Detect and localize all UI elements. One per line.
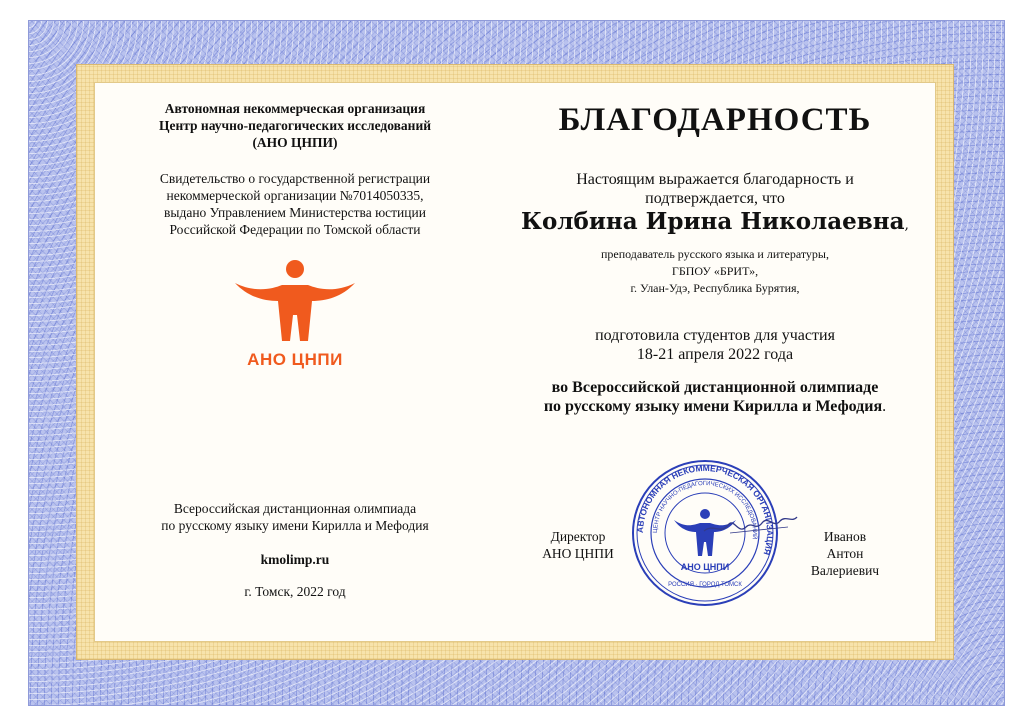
organization-line: Автономная некоммерческая организация	[164, 101, 426, 116]
organization-name	[120, 100, 470, 151]
organization-line: Центр научно-педагогических исследований	[158, 118, 432, 133]
registration-line: Российской Федерации по Томской области	[169, 222, 421, 237]
role-line: Директор	[550, 529, 606, 544]
prepared-line: подготовила студентов для участия	[595, 327, 835, 344]
intro-line: подтверждается, что	[645, 190, 785, 207]
registration-line: выдано Управлением Министерства юстиции	[164, 205, 426, 220]
position-line: г. Улан-Удэ, Республика Бурятия,	[630, 281, 800, 295]
seal-center-text: АНО ЦНПИ	[680, 562, 730, 572]
olympiad-name-left	[120, 500, 470, 534]
recipient-position	[500, 246, 930, 297]
date-line: 18-21 апреля 2022 года	[636, 346, 794, 363]
name-line: Иванов	[823, 529, 867, 544]
role-line: АНО ЦНПИ	[542, 546, 614, 561]
logo-text: АНО ЦНПИ	[247, 350, 343, 369]
website-link[interactable]: kmolimp.ru	[260, 552, 330, 567]
handwritten-signature-icon	[700, 505, 800, 545]
name-line: Валериевич	[810, 563, 880, 578]
registration-line: некоммерческой организации №7014050335,	[166, 188, 424, 203]
olympiad-line: по русскому языку имени Кирилла и Мефодия.	[543, 398, 887, 415]
seal-outer-text: АВТОНОМНАЯ НЕКОММЕРЧЕСКАЯ ОРГАНИЗАЦИЯ	[634, 462, 776, 557]
registration-line: Свидетельство о государственной регистрации	[159, 171, 431, 186]
olympiad-line-text: по русскому языку имени Кирилла и Мефодия	[543, 398, 883, 415]
position-line: ГБПОУ «БРИТ»,	[671, 264, 759, 278]
seal-bottom-text: РОССИЯ · ГОРОД ТОМСК	[668, 582, 742, 588]
intro-line: Настоящим выражается благодарность и	[576, 171, 854, 188]
olympiad-line: во Всероссийской дистанционной олимпиаде	[551, 379, 879, 396]
registration-info	[120, 170, 470, 238]
recipient-name-text: Колбина Ирина Николаевна	[521, 208, 905, 235]
prepared-text	[500, 326, 930, 364]
intro-text	[500, 170, 930, 208]
position-line: преподаватель русского языка и литературы,	[600, 247, 829, 261]
olympiad-line: Всероссийская дистанционная олимпиада	[173, 501, 417, 516]
certificate-title: БЛАГОДАРНОСТЬ	[558, 102, 872, 138]
signatory-name	[800, 528, 890, 579]
olympiad-name	[500, 378, 930, 416]
signatory-role	[530, 528, 626, 562]
recipient-name: Колбина Ирина Николаевна,	[521, 208, 909, 235]
city-year: г. Томск, 2022 год	[244, 584, 346, 599]
organization-line: (АНО ЦНПИ)	[252, 135, 338, 150]
name-line: Антон	[826, 546, 864, 561]
seal-inner-text: ЦЕНТР НАУЧНО-ПЕДАГОГИЧЕСКИХ ИССЛЕДОВАНИЙ	[652, 480, 758, 540]
olympiad-line: по русскому языку имени Кирилла и Мефодия	[161, 518, 429, 533]
